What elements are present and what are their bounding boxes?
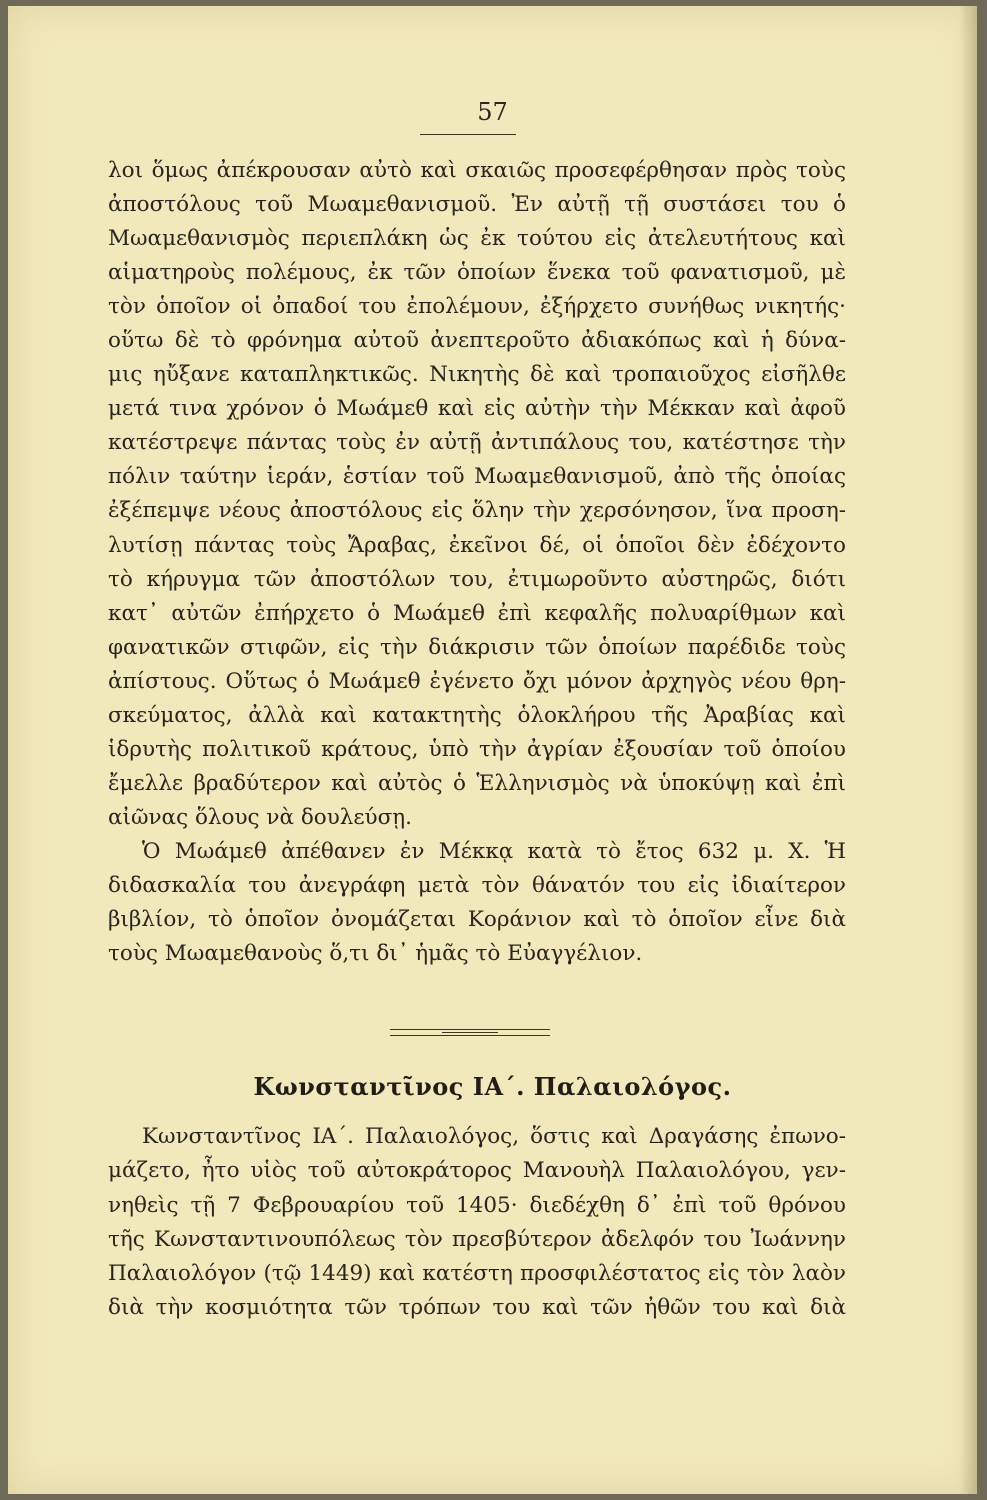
text-line: Μωαμεθανισμὸς περιεπλάκη ὡς ἐκ τούτου εἰς ἀτελευτήτους καὶ [108,226,846,252]
text-line: ἔμελλε βραδύτερον καὶ αὐτὸς ὁ Ἑλληνισμὸς νὰ ὑποκύψῃ καὶ ἐπὶ [108,770,846,796]
text-line: ἀποστόλους τοῦ Μωαμεθανισμοῦ. Ἐν αὐτῇ τῇ συστάσει του ὁ [108,192,846,218]
text-line: λυτίσῃ πάντας τοὺς Ἄραβας, ἐκεῖνοι δέ, οἱ ὁποῖοι δὲν ἐδέχοντο [108,532,846,558]
text-line: Παλαιολόγον (τῷ 1449) καὶ κατέστη προσφιλέστατος εἰς τὸν λαὸν [108,1261,846,1287]
page-number: 57 [477,98,508,126]
text-line: κατέστρεψε πάντας τοὺς ἐν αὐτῇ ἀντιπάλους του, κατέστησε τὴν [108,430,846,456]
text-line: αἰῶνας ὅλους νὰ δουλεύσῃ. [108,804,413,830]
text-line: νηθεὶς τῇ 7 Φεβρουαρίου τοῦ 1405· διεδέχθη δ᾽ ἐπὶ τοῦ θρόνου [108,1192,846,1218]
text-line: μετά τινα χρόνον ὁ Μωάμεθ καὶ εἰς αὐτὴν τὴν Μέκκαν καὶ ἀφοῦ [108,396,846,422]
text-line: σκεύματος, ἀλλὰ καὶ κατακτητὴς ὁλοκλήρου τῆς Ἀραβίας καὶ [108,702,846,728]
text-line: Ὁ Μωάμεθ ἀπέθανεν ἐν Μέκκᾳ κατὰ τὸ ἔτος 632 μ. Χ. Ἡ [142,838,846,864]
text-line: διὰ τὴν κοσμιότητα τῶν τρόπων του καὶ τῶν ἠθῶν του καὶ διὰ [108,1295,846,1321]
text-line: τοὺς Μωαμεθανοὺς ὅ,τι δι᾽ ἡμᾶς τὸ Εὐαγγέλιον. [108,941,643,967]
text-line: μάζετο, ἦτο υἱὸς τοῦ αὐτοκράτορος Μανουὴλ Παλαιολόγου, γεν- [108,1158,846,1184]
section-heading: Κωνσταντῖνος ΙΑ΄. Παλαιολόγος. [253,1072,732,1101]
text-line: Κωνσταντῖνος ΙΑ΄. Παλαιολόγος, ὅστις καὶ Δραγάσης ἐπωνο- [142,1124,846,1149]
book-page [8,6,977,1494]
section-separator [390,1026,550,1040]
text-line: τὸ κήρυγμα τῶν ἀποστόλων του, ἐτιμωροῦντο αὐστηρῶς, διότι [108,566,846,592]
text-line: μις ηὔξανε καταπληκτικῶς. Νικητὴς δὲ καὶ τροπαιοῦχος εἰσῆλθε [108,362,846,388]
text-line: βιβλίον, τὸ ὁποῖον ὀνομάζεται Κοράνιον καὶ τὸ ὁποῖον εἶνε διὰ [108,907,846,933]
text-line: φανατικῶν στιφῶν, εἰς τὴν διάκρισιν τῶν ὁποίων παρέδιδε τοὺς [108,634,846,660]
text-line: κατ᾽ αὐτῶν ἐπήρχετο ὁ Μωάμεθ ἐπὶ κεφαλῆς πολυαρίθμων καὶ [108,600,846,626]
page-number-rule [420,134,516,135]
text-line: πόλιν ταύτην ἱεράν, ἑστίαν τοῦ Μωαμεθανισμοῦ, ἀπὸ τῆς ὁποίας [108,464,846,490]
text-line: ἐξέπεμψε νέους ἀποστόλους εἰς ὅλην τὴν χερσόνησον, ἵνα προση- [108,498,846,524]
text-line: λοι ὅμως ἀπέκρουσαν αὐτὸ καὶ σκαιῶς προσεφέρθησαν πρὸς τοὺς [108,158,846,183]
section-text-block [108,1120,846,1326]
text-line: οὕτω δὲ τὸ φρόνημα αὐτοῦ ἀνεπτεροῦτο ἀδιακόπως καὶ ἡ δύνα- [108,328,846,354]
text-line: αἱματηροὺς πολέμους, ἐκ τῶν ὁποίων ἕνεκα τοῦ φανατισμοῦ, μὲ [108,260,846,286]
text-line: διδασκαλία του ἀνεγράφη μετὰ τὸν θάνατόν του εἰς ἰδιαίτερον [108,872,846,898]
text-line: ἱδρυτὴς πολιτικοῦ κράτους, ὑπὸ τὴν ἀγρίαν ἐξουσίαν τοῦ ὁποίου [108,736,846,762]
main-text-block [108,154,846,971]
text-line: τὸν ὁποῖον οἱ ὀπαδοί του ἐπολέμουν, ἐξήρχετο συνήθως νικητής· [108,294,846,320]
text-line: τῆς Κωνσταντινουπόλεως τὸν πρεσβύτερον ἀδελφόν του Ἰωάννην [108,1226,846,1252]
text-line: ἀπίστους. Οὕτως ὁ Μωάμεθ ἐγένετο ὄχι μόνον ἀρχηγὸς νέου θρη- [108,668,846,694]
